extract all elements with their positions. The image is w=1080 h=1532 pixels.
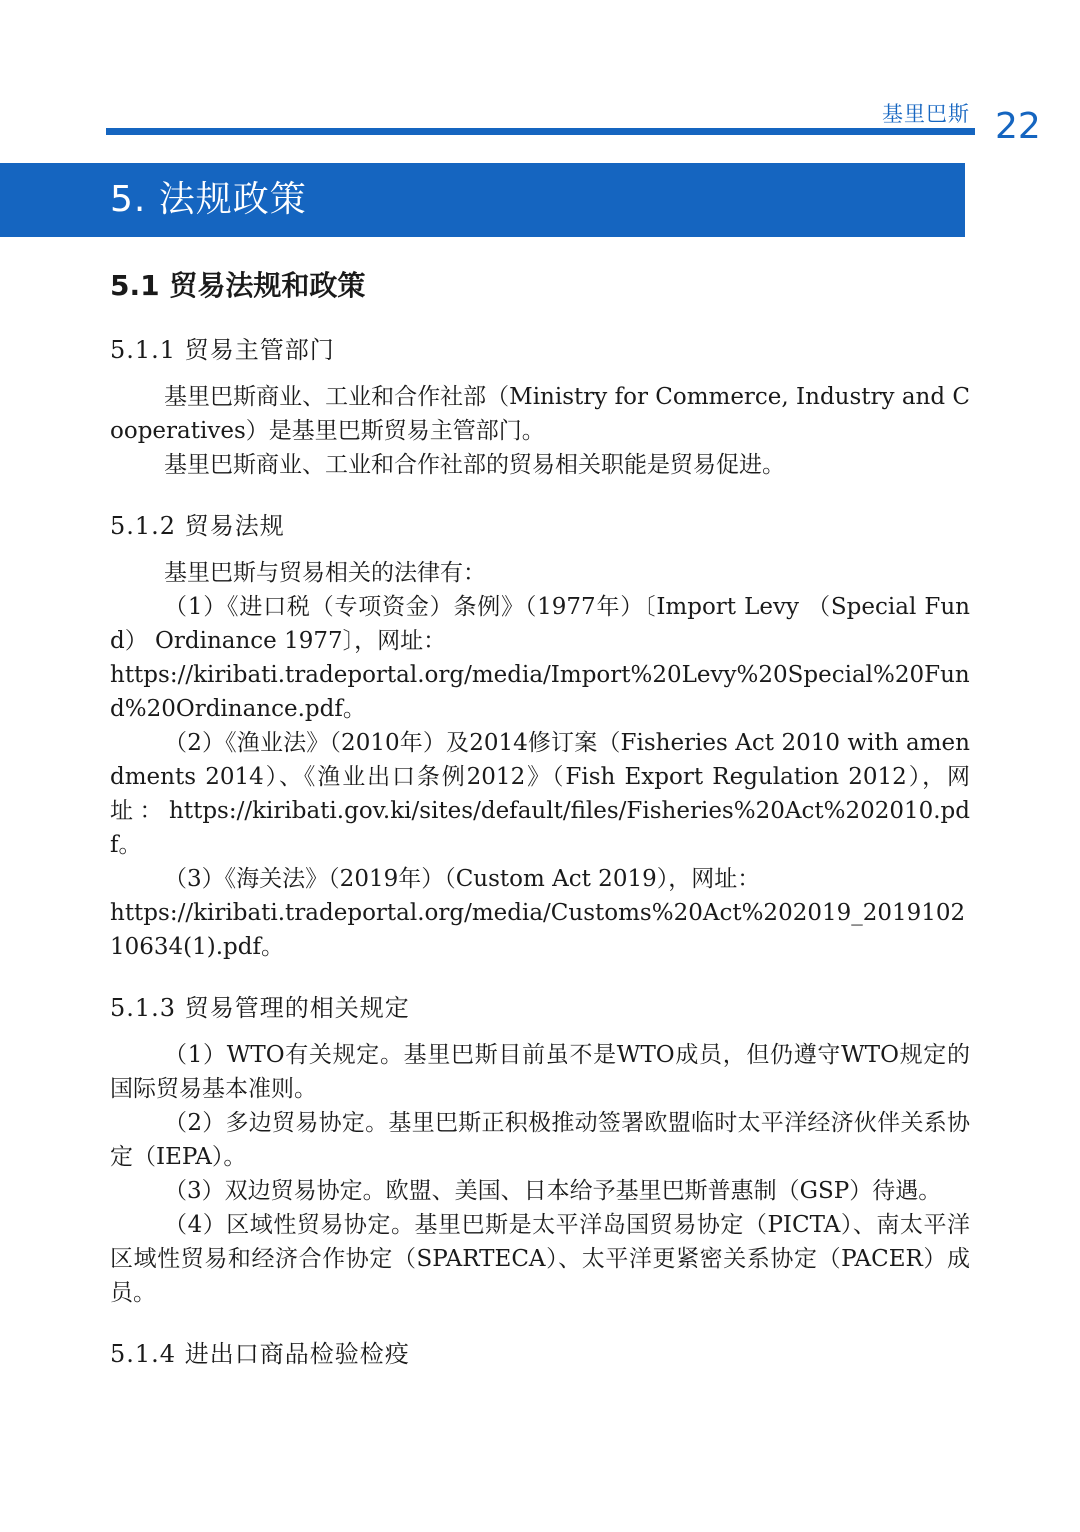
section-5-1-3-title: 5.1.3 贸易管理的相关规定 (110, 994, 410, 1022)
s512-intro: 基里巴斯与贸易相关的法律有： (164, 560, 487, 586)
header-country-name: 基里巴斯 (882, 102, 970, 126)
s512-law-3: （3）《海关法》（2019年）（Custom Act 2019），网址： (164, 866, 761, 892)
s513-paragraph-2: （2）多边贸易协定。基里巴斯正积极推动签署欧盟临时太平洋经济伙伴关系协定（IEPA）。 (110, 1110, 970, 1170)
s513-paragraph-1: （1）WTO有关规定。基里巴斯目前虽不是WTO成员，但仍遵守WTO规定的国际贸易基本准则。 (110, 1042, 970, 1102)
section-5-1-2-title: 5.1.2 贸易法规 (110, 512, 285, 540)
section-5-1-4-title: 5.1.4 进出口商品检验检疫 (110, 1340, 410, 1368)
section-5-1-1-title: 5.1.1 贸易主管部门 (110, 336, 335, 364)
s513-paragraph-4: （4）区域性贸易协定。基里巴斯是太平洋岛国贸易协定（PICTA）、南太平洋区域性贸易和经济合作协定（SPARTECA）、太平洋更紧密关系协定（PACER）成员。 (110, 1212, 970, 1306)
s513-paragraph-3: （3）双边贸易协定。欧盟、美国、日本给予基里巴斯普惠制（GSP）待遇。 (164, 1178, 942, 1204)
chapter-title: 5. 法规政策 (110, 179, 307, 220)
s512-law-3-url: https://kiribati.tradeportal.org/media/Customs%20Act%202019_201910210634(1).pdf。 (110, 900, 966, 960)
header-rule (106, 128, 975, 135)
s512-law-2: （2）《渔业法》（2010年）及2014修订案（Fisheries Act 2010 with amendments 2014）、《渔业出口条例2012》（Fish Export Regulation 2012），网址：https://kiribati.gov.ki/sites/default/files/Fisheries%20Act%202010.pdf。 (110, 730, 970, 858)
s512-law-1: （1）《进口税（专项资金）条例》（1977年）〔Import Levy （Special Fund） Ordinance 1977〕，网址： (110, 594, 970, 654)
s512-law-1-url: https://kiribati.tradeportal.org/media/Import%20Levy%20Special%20Fund%20Ordinance.pdf。 (110, 662, 970, 722)
section-5-1-title: 5.1 贸易法规和政策 (110, 269, 366, 302)
page-number: 22 (995, 106, 1041, 147)
chapter-banner (0, 163, 965, 237)
s511-paragraph-1: 基里巴斯商业、工业和合作社部（Ministry for Commerce, Industry and Cooperatives）是基里巴斯贸易主管部门。 (110, 384, 970, 444)
s511-paragraph-2: 基里巴斯商业、工业和合作社部的贸易相关职能是贸易促进。 (164, 452, 786, 478)
main-content (110, 262, 970, 1384)
